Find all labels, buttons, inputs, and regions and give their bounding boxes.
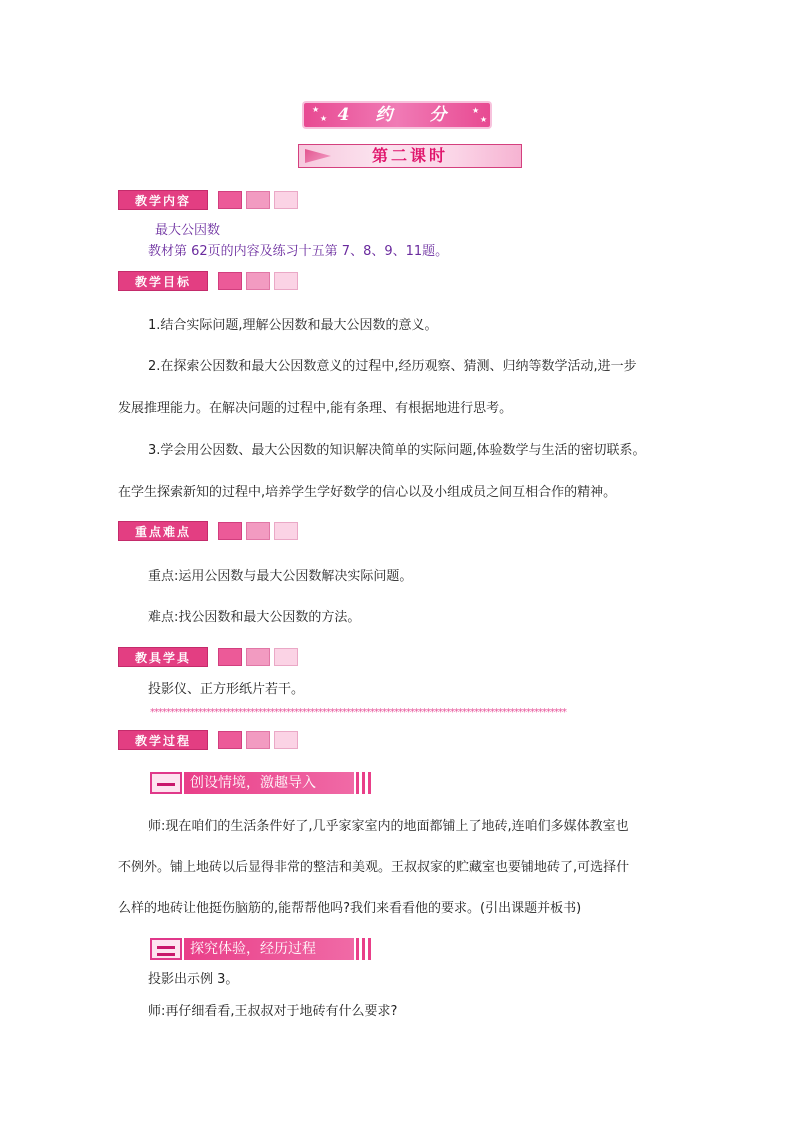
- stripes-decoration: [356, 772, 374, 794]
- square-decoration: [246, 522, 270, 540]
- square-decoration: [218, 648, 242, 666]
- stripes-decoration: [356, 938, 374, 960]
- step-2-paragraph-line-2: 师:再仔细看看,王叔叔对于地砖有什么要求?: [148, 1004, 398, 1019]
- difficult-point: 难点:找公因数和最大公因数的方法。: [148, 610, 361, 625]
- section-label: 教具学具: [118, 647, 208, 667]
- square-decoration: [218, 191, 242, 209]
- section-label: 教学目标: [118, 271, 208, 291]
- section-label: 教学内容: [118, 190, 208, 210]
- step-2-title: 探究体验，经历过程: [184, 938, 354, 960]
- key-point: 重点:运用公因数与最大公因数解决实际问题。: [148, 569, 413, 584]
- goal-1: 1.结合实际问题,理解公因数和最大公因数的意义。: [148, 318, 438, 333]
- goal-2-line-2: 发展推理能力。在解决问题的过程中,能有条理、有根据地进行思考。: [118, 401, 513, 416]
- square-decoration: [218, 731, 242, 749]
- goal-3-line-2: 在学生探索新知的过程中,培养学生学好数学的信心以及小组成员之间互相合作的精神。: [118, 485, 617, 500]
- step-1-paragraph-line-2: 不例外。铺上地砖以后显得非常的整洁和美观。王叔叔家的贮藏室也要铺地砖了,可选择什: [118, 860, 630, 875]
- square-decoration: [246, 648, 270, 666]
- square-decoration: [246, 731, 270, 749]
- square-decoration: [246, 272, 270, 290]
- goal-2-line-1: 2.在探索公因数和最大公因数意义的过程中,经历观察、猜测、归纳等数学活动,进一步: [148, 359, 637, 374]
- step-number-two: [150, 938, 182, 960]
- section-label: 教学过程: [118, 730, 208, 750]
- step-2-paragraph-line-1: 投影出示例 3。: [148, 972, 239, 987]
- star-icon: ★: [320, 114, 328, 123]
- step-number-one: [150, 772, 182, 794]
- title-banner: [304, 103, 490, 127]
- star-icon: ★: [480, 115, 488, 124]
- step-1-header: [150, 772, 370, 794]
- star-icon: ★: [472, 106, 480, 115]
- section-label: 重点难点: [118, 521, 208, 541]
- lesson-title: 第二课时: [371, 146, 448, 165]
- square-decoration: [274, 522, 298, 540]
- square-decoration: [274, 648, 298, 666]
- step-1-title: 创设情境，激趣导入: [184, 772, 354, 794]
- step-2-header: [150, 938, 370, 960]
- star-icon: ★: [312, 105, 320, 114]
- square-decoration: [274, 731, 298, 749]
- square-decoration: [218, 522, 242, 540]
- square-decoration: [218, 272, 242, 290]
- lesson-banner: [298, 144, 522, 168]
- square-decoration: [274, 191, 298, 209]
- square-decoration: [274, 272, 298, 290]
- content-topic: 最大公因数: [155, 223, 221, 238]
- step-1-paragraph-line-1: 师:现在咱们的生活条件好了,几乎家家室内的地面都铺上了地砖,连咱们多媒体教室也: [148, 819, 629, 834]
- content-material: 教材第 62页的内容及练习十五第 7、8、9、11题。: [148, 244, 449, 259]
- step-1-paragraph-line-3: 么样的地砖让他挺伤脑筋的,能帮帮他吗?我们来看看他的要求。(引出课题并板书): [118, 901, 582, 916]
- square-decoration: [246, 191, 270, 209]
- star-divider: ********************************************************************************************************: [150, 707, 566, 718]
- page-title: 4 约 分: [337, 105, 457, 125]
- goal-3-line-1: 3.学会用公因数、最大公因数的知识解决简单的实际问题,体验数学与生活的密切联系。: [148, 443, 646, 458]
- tools-text: 投影仪、正方形纸片若干。: [148, 682, 305, 697]
